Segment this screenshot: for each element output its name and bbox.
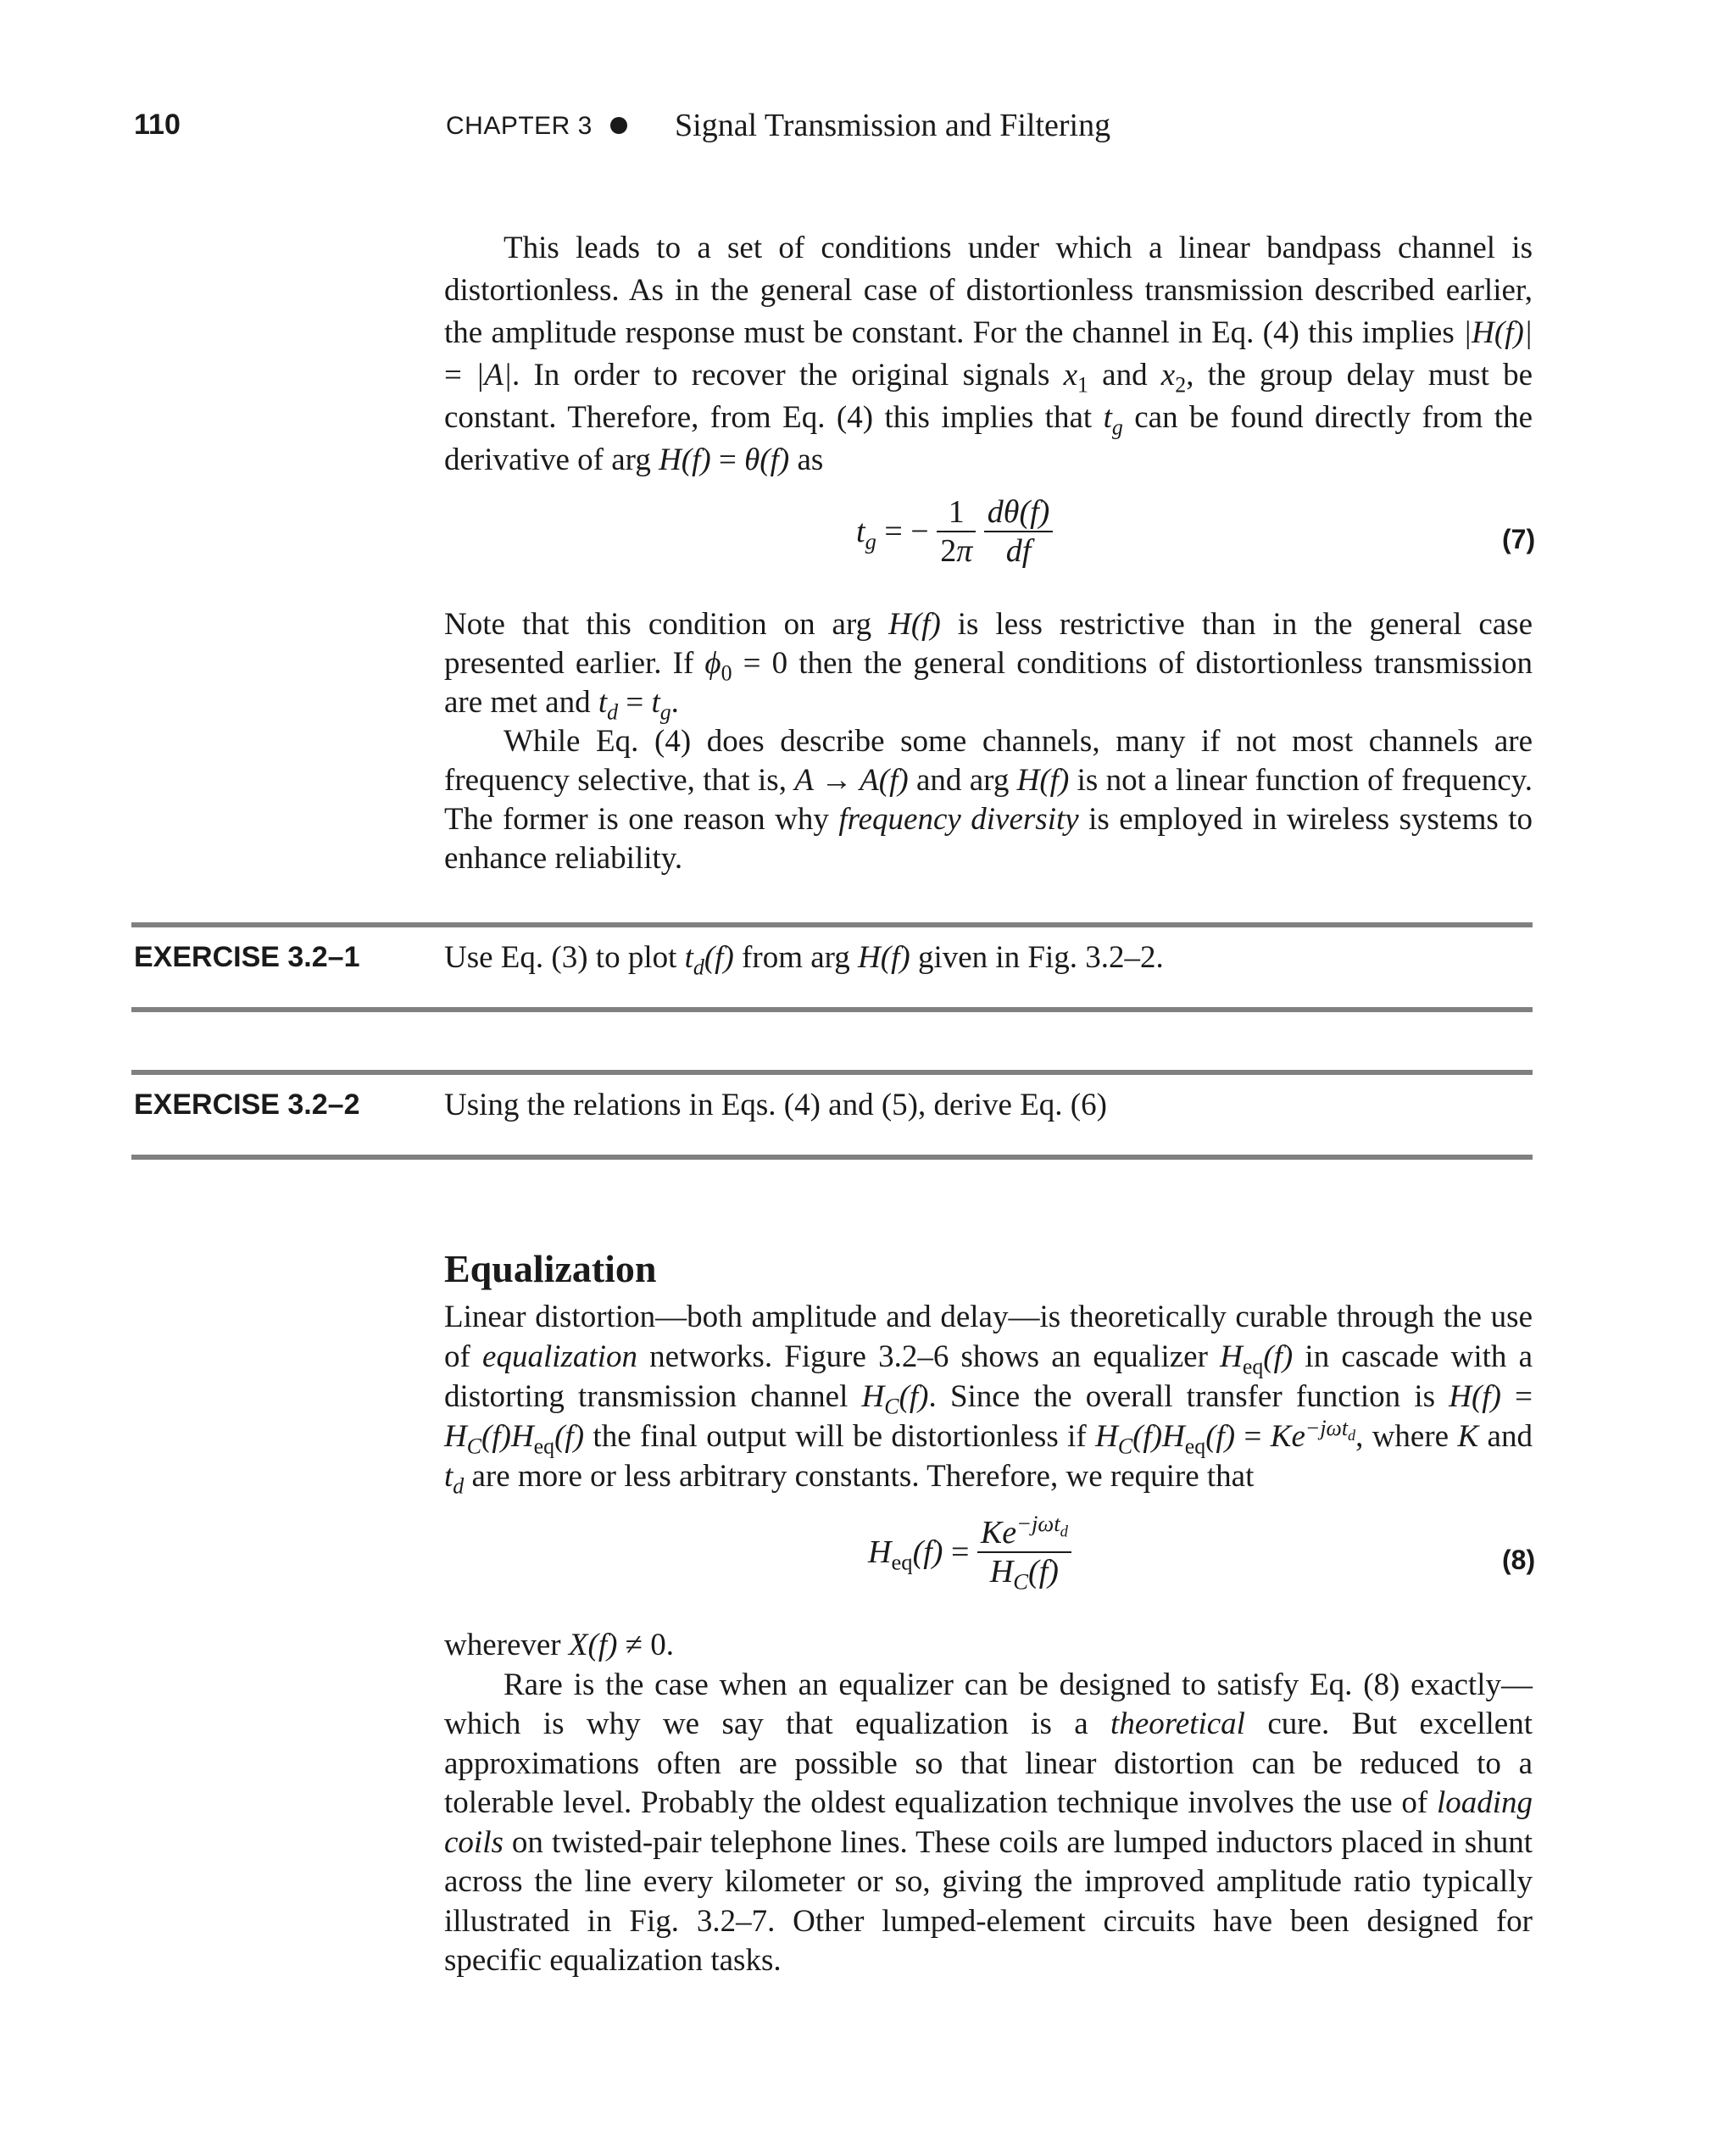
text-run: on twisted-pair telephone lines. These coils are lumped inductors placed in shunt across the line every kilometer or so, giving the improved amplitude ratio typically illustrated in Fig. 3.2–7. Other lumped-element circuits have been designed for specific equalization tasks. [444, 1824, 1533, 1978]
inline-math: $t_d$ [444, 1459, 465, 1499]
text-run: and [1478, 1419, 1533, 1454]
text-run: is not a linear function of frequency. The former is one reason why [444, 763, 1533, 837]
exercise-top-rule [131, 922, 1533, 927]
text-run: Linear distortion—both amplitude and delay—is theoretically curable through the use of [444, 1300, 1533, 1374]
inline-math: $H(f) = H_C(f)H_{eq}(f)$ [444, 1379, 1533, 1459]
text-run: . In order to recover the original signals [512, 358, 1064, 392]
paragraph-group-delay-note [444, 605, 1533, 878]
emphasis-text: loading coils [444, 1785, 1533, 1860]
equation-number: (8) [1502, 1545, 1536, 1575]
text-run: and arg [908, 763, 1017, 798]
page-number: 110 [134, 109, 181, 141]
text-run: can be found directly from the derivative of arg [444, 400, 1533, 477]
inline-math: |H(f)| = |A| [444, 315, 1533, 392]
inline-math: A → A(f) [794, 763, 909, 798]
exercise-bottom-rule [131, 1155, 1533, 1160]
text-run: This leads to a set of conditions under which a linear bandpass channel is distortionless. As in the general case of distortionless transmission described earlier, the amplitude response must be constant. For the channel in Eq. (4) this implies [444, 231, 1533, 350]
text-run: cure. But excellent approximations often are possible so that linear distortion can be reduced to a tolerable level. Probably the oldest equalization technique involves the use of [444, 1706, 1533, 1820]
paragraph-equalization-practice [444, 1626, 1533, 1981]
text-run: Note that this condition on arg [444, 607, 889, 642]
text-run: Use Eq. (3) to plot [444, 940, 685, 975]
inline-math: X(f) ≠ 0. [568, 1628, 674, 1662]
text-run: is less restrictive than in the general case presented earlier. If [444, 607, 1533, 681]
chapter-label: CHAPTER 3 [446, 112, 593, 140]
text-run: wherever [444, 1628, 569, 1662]
inline-math: $t_d(f)$ [684, 940, 734, 980]
inline-math: $H_C(f)$ [861, 1379, 929, 1419]
text-run: . [670, 685, 679, 720]
inline-math: $H_C(f)H_{eq}(f) = Ke^{-j\omega t_d}$ [1095, 1415, 1356, 1459]
text-run: then the general conditions of distortionless transmission are met and [444, 646, 1533, 720]
inline-math: $x_1$ [1063, 358, 1088, 398]
text-run: , the group delay must be constant. Therefore, from Eq. (4) this implies that [444, 358, 1533, 435]
text-run: networks. Figure 3.2–6 shows an equalizer [637, 1339, 1221, 1374]
emphasis-text: equalization [482, 1339, 637, 1374]
equation-body: $t_g$ = − $\frac{1}{2\pi}$ $\frac{d\theta(f)}{df}$ [856, 493, 1053, 570]
section-heading: Equalization [444, 1247, 657, 1290]
exercise-bottom-rule [131, 1007, 1533, 1012]
text-run: given in Fig. 3.2–2. [910, 940, 1164, 975]
inline-math: H(f) [888, 607, 941, 642]
chapter-title: Signal Transmission and Filtering [675, 108, 1111, 143]
equation-body: $H_{eq}(f)$ = $\frac{Ke^{-j\omega t_d}}{H_C(f)}$ [868, 1514, 1071, 1590]
exercise-label: EXERCISE 3.2–1 [134, 941, 360, 973]
text-run: from arg [733, 940, 859, 975]
text-run: , where [1355, 1419, 1458, 1454]
text-run: is employed in wireless systems to enhance reliability. [444, 802, 1533, 876]
inline-math: H(f) [858, 940, 910, 975]
emphasis-text: frequency diversity [838, 802, 1079, 837]
inline-math: H(f) = θ(f) [659, 443, 790, 477]
paragraph-distortionless-conditions [444, 227, 1533, 482]
text-run: in cascade with a distorting transmission channel [444, 1339, 1533, 1414]
inline-math: $x_2$ [1160, 358, 1187, 398]
inline-math: $H_{eq}(f)$ [1220, 1339, 1294, 1379]
text-run: and [1088, 358, 1161, 392]
equation-number: (7) [1502, 524, 1536, 554]
bullet-separator-icon [610, 117, 627, 134]
paragraph-equalization-intro [444, 1297, 1533, 1499]
text-run: are more or less arbitrary constants. Therefore, we require that [464, 1459, 1255, 1494]
inline-math: $t_g$ [1103, 400, 1123, 440]
exercise-text: Using the relations in Eqs. (4) and (5), derive Eq. (6) [444, 1088, 1107, 1122]
exercise-label: EXERCISE 3.2–2 [134, 1088, 360, 1121]
emphasis-text: theoretical [1110, 1706, 1245, 1741]
inline-math: H(f) [1016, 763, 1070, 798]
text-run: While Eq. (4) does describe some channels, many if not most channels are frequency selective, that is, [444, 724, 1533, 798]
text-run: . Since the overall transfer function is [928, 1379, 1449, 1414]
text-run: Rare is the case when an equalizer can be designed to satisfy Eq. (8) exactly—which is why we say that equalization is a [444, 1667, 1533, 1741]
text-run: the final output will be distortionless if [584, 1419, 1096, 1454]
inline-math: $\phi_0 = 0$ [704, 646, 788, 686]
inline-math: $t_d = t_g$ [598, 685, 671, 725]
exercise-text [444, 939, 1164, 980]
text-run: as [789, 443, 824, 477]
inline-math: K [1457, 1419, 1479, 1454]
exercise-top-rule [131, 1070, 1533, 1075]
